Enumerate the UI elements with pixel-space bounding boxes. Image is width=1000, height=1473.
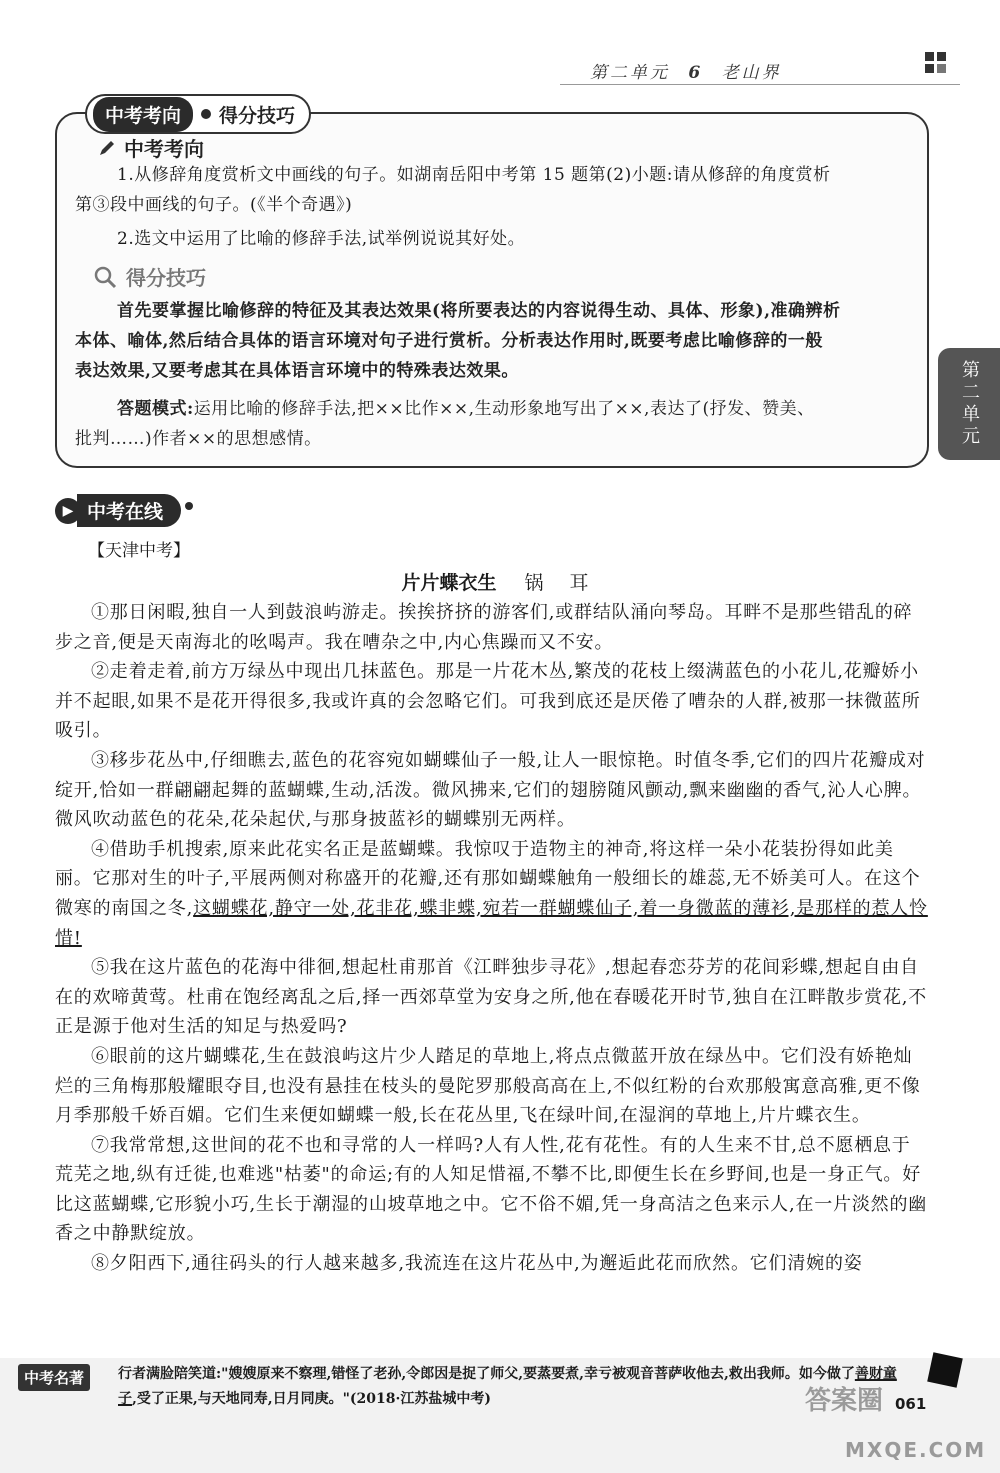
corner-square-icon <box>927 1352 963 1388</box>
tag-dot-icon <box>201 109 211 119</box>
footer-badge: 中考名著 <box>18 1364 90 1391</box>
watermark-logo: 答案圈 <box>805 1386 884 1416</box>
underlined-sentence: 这蝴蝶花,静守一处,花非花,蝶非蝶,宛若一群蝴蝶仙子,着一身微蓝的薄衫,是那样的惹人怜惜! <box>55 897 928 949</box>
watermark-url: MXQE.COM <box>845 1438 987 1462</box>
pin-dot-icon <box>185 502 193 510</box>
article-title-line <box>0 568 1000 595</box>
section-exam-direction-title: 中考考向 <box>98 133 204 162</box>
page-number: 061 <box>895 1395 927 1413</box>
footer-quote: 行者满脸陪笑道:"嫂嫂原来不察理,错怪了老孙,令郎因是捉了师父,要蒸要煮,幸亏被观音菩萨收他去,救出我师。如今做了善财童子,受了正果,与天地同寿,日月同庚。"(2018·江苏盐城中考) <box>118 1366 897 1407</box>
paragraph-7: ⑦我常常想,这世间的花不也和寻常的人一样吗?人有人性,花有花性。有的人生来不甘,总不愿栖息于荒芜之地,纵有迁徙,也难逃"枯萎"的命运;有的人知足惜福,不攀不比,即便生长在乡野间,也是一身正气。好比这蓝蝴蝶,它形貌小巧,生长于潮湿的山坡草地之中。它不俗不媚,凭一身高洁之色来示人,在一片淡然的幽香之中静默绽放。 <box>55 1134 928 1245</box>
footer-underlined: 善财童子 <box>118 1366 897 1407</box>
source-label: 【天津中考】 <box>88 541 190 561</box>
tag-exam-direction: 中考考向 <box>93 97 193 132</box>
lesson-number: 6 <box>688 63 704 83</box>
online-heading-label: 中考在线 <box>77 494 181 527</box>
article-author: 锅 耳 <box>524 572 599 594</box>
paragraph-6: ⑥眼前的这片蝴蝶花,生在鼓浪屿这片少人踏足的草地上,将点点微蓝开放在绿丛中。它们没有娇艳灿烂的三角梅那般耀眼夺目,也没有悬挂在枝头的曼陀罗那般高高在上,不似红粉的台欢那般寓意高雅,更不像月季那般千娇百媚。它们生来便如蝴蝶一般,长在花丛里,飞在绿叶间,在湿润的草地上,片片蝶衣生。 <box>55 1045 921 1127</box>
exam-question-2: 2.选文中运用了比喻的修辞手法,试举例说说其好处。 <box>117 229 526 249</box>
exam-question-1: 1.从修辞角度赏析文中画线的句子。如湖南岳阳中考第 15 题第(2)小题:请从修辞的角度赏析 第③段中画线的句子。(《半个奇遇》) <box>75 165 831 215</box>
answer-mode-label: 答题模式: <box>117 399 194 419</box>
play-circle-icon: ▶ <box>55 498 81 524</box>
corner-squares-icon <box>925 52 947 74</box>
article-body <box>55 598 928 1279</box>
paragraph-8: ⑧夕阳西下,通往码头的行人越来越多,我流连在这片花丛中,为邂逅此花而欣然。它们清婉的姿 <box>91 1253 863 1275</box>
unit-side-tab: 第二单元 <box>938 348 1000 460</box>
paragraph-4: ④借助手机搜索,原来此花实名正是蓝蝴蝶。我惊叹于造物主的神奇,将这样一朵小花装扮得如此美丽。它那对生的叶子,平展两侧对称盛开的花瓣,还有那如蝴蝶触角一般细长的雄蕊,无不娇美可人。在这个微寒的南国之冬,这蝴蝶花,静守一处,花非花,蝶非蝶,宛若一群蝴蝶仙子,着一身微蓝的薄衫,是那样的惹人怜惜! <box>55 838 928 949</box>
pencil-icon <box>98 139 116 157</box>
paragraph-1: ①那日闲暇,独自一人到鼓浪屿游走。挨挨挤挤的游客们,或群结队涌向琴岛。耳畔不是那些错乱的碎步之音,便是天南海北的吆喝声。我在嘈杂之中,内心焦躁而又不安。 <box>55 602 913 653</box>
paragraph-2: ②走着走着,前方万绿丛中现出几抹蓝色。那是一片花木丛,繁茂的花枝上缀满蓝色的小花儿,花瓣娇小并不起眼,如果不是花开得很多,我或许真的会忽略它们。可我到底还是厌倦了嘈杂的人群,被那一抹微蓝所吸引。 <box>55 661 921 742</box>
magnifier-icon <box>92 264 118 290</box>
header-divider <box>560 84 960 85</box>
running-header <box>590 58 782 83</box>
article-title: 片片蝶衣生 <box>401 572 497 594</box>
unit-label: 第二单元 <box>590 63 670 83</box>
scoring-skills-text: 首先要掌握比喻修辞的特征及其表达效果(将所要表达的内容说得生动、具体、形象),准确辨析 本体、喻体,然后结合具体的语言环境对句子进行赏析。分析表达作用时,既要考虑比喻修辞的一般 表达效果,又要考虑其在具体语言环境中的特殊表达效果。 <box>75 301 841 381</box>
answer-mode-text: 答题模式:运用比喻的修辞手法,把××比作××,生动形象地写出了××,表达了(抒发、赞美、 批判……)作者××的思想感情。 <box>75 399 815 449</box>
tag-scoring-skills: 得分技巧 <box>219 104 296 127</box>
paragraph-3: ③移步花丛中,仔细瞧去,蓝色的花容宛如蝴蝶仙子一般,让人一眼惊艳。时值冬季,它们的四片花瓣成对绽开,恰如一群翩翩起舞的蓝蝴蝶,生动,活泼。微风拂来,它们的翅膀随风颤动,飘来幽幽的香气,沁人心脾。微风吹动蓝色的花朵,花朵起伏,与那身披蓝衫的蝴蝶别无两样。 <box>55 749 926 831</box>
paragraph-5: ⑤我在这片蓝色的花海中徘徊,想起杜甫那首《江畔独步寻花》,想起春恋芬芳的花间彩蝶,想起自由自在的欢啼黄莺。杜甫在饱经离乱之后,择一西郊草堂为安身之所,他在春暖花开时节,独自在江畔散步赏花,不正是源于他对生活的知足与热爱吗? <box>55 957 928 1038</box>
online-section-heading <box>55 494 193 527</box>
section-scoring-skills-title: 得分技巧 <box>92 262 206 291</box>
tips-tag <box>85 94 311 134</box>
lesson-title: 老山界 <box>721 63 782 83</box>
